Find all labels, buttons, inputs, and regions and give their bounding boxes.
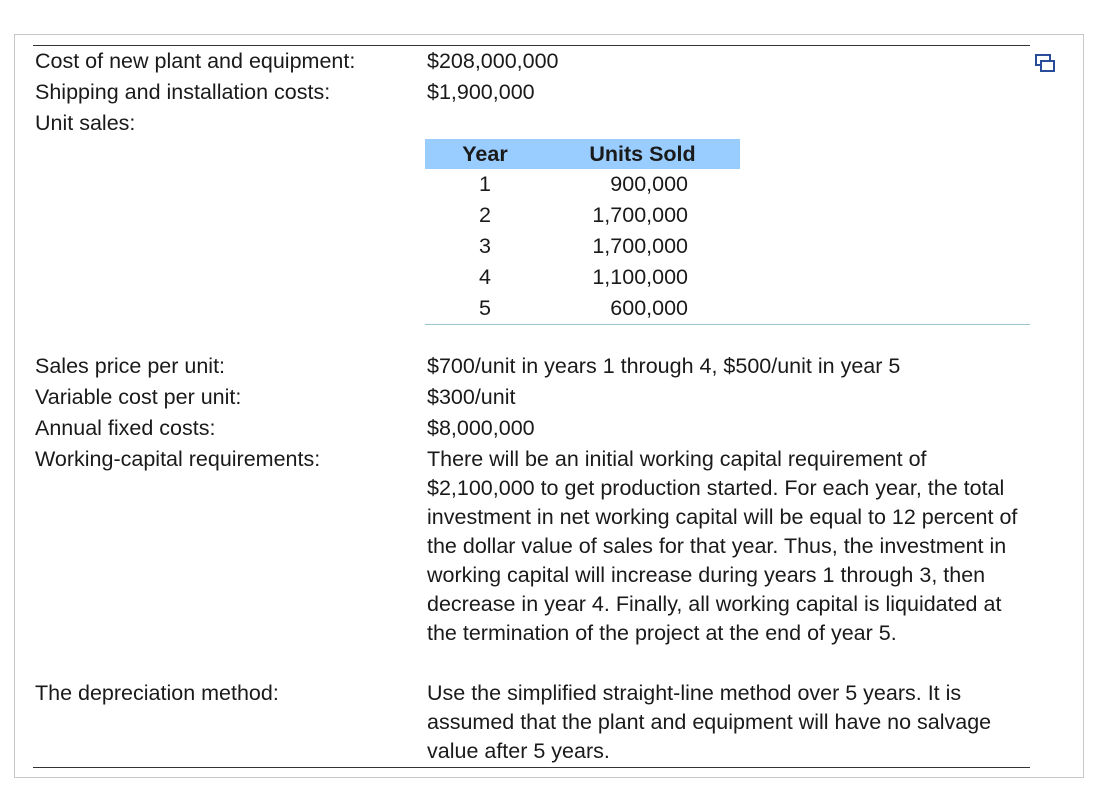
year-header: Year (425, 139, 545, 169)
units-sold-header: Units Sold (545, 139, 740, 169)
year-cell: 3 (479, 234, 491, 258)
year-cell: 1 (479, 172, 491, 196)
sales-price-label: Sales price per unit: (35, 354, 226, 378)
table-row (425, 262, 740, 293)
table-row (425, 169, 740, 200)
units-cell: 900,000 (610, 172, 688, 196)
depreciation-value: Use the simplified straight-line method over 5 years. It is assumed that the plant and equipment will have no salvage value after 5 years. (427, 681, 992, 763)
variable-cost-value: $300/unit (427, 385, 516, 409)
copy-icon[interactable] (1034, 52, 1056, 74)
shipping-value: $1,900,000 (427, 80, 535, 104)
variable-cost-label: Variable cost per unit: (35, 385, 242, 409)
year-cell: 5 (479, 296, 491, 320)
table-row (425, 200, 740, 231)
sales-price-value: $700/unit in years 1 through 4, $500/unit in year 5 (427, 354, 901, 378)
units-sold-table (425, 139, 740, 324)
fixed-costs-value: $8,000,000 (427, 416, 535, 440)
table-underline (425, 324, 1030, 325)
bottom-rule (33, 767, 1030, 768)
depreciation-label: The depreciation method: (35, 681, 279, 705)
units-cell: 1,100,000 (592, 265, 688, 289)
top-rule (33, 45, 1030, 46)
year-cell: 2 (479, 203, 491, 227)
units-cell: 1,700,000 (592, 234, 688, 258)
units-cell: 600,000 (610, 296, 688, 320)
cost-label: Cost of new plant and equipment: (35, 49, 356, 73)
year-cell: 4 (479, 265, 491, 289)
shipping-label: Shipping and installation costs: (35, 80, 331, 104)
units-cell: 1,700,000 (592, 203, 688, 227)
working-capital-label: Working-capital requirements: (35, 447, 321, 471)
table-row (425, 293, 740, 324)
table-header-row (425, 139, 740, 169)
fixed-costs-label: Annual fixed costs: (35, 416, 216, 440)
cost-value: $208,000,000 (427, 49, 559, 73)
working-capital-value: There will be an initial working capital requirement of $2,100,000 to get production started. For each year, the total investment in net working capital will be equal to 12 percent of the dollar value of sales for that year. Thus, the investment in working capital will increase during years 1 through 3, then decrease in year 4. Finally, all working capital is liquidated at the termination of the project at the end of year 5. (427, 447, 1018, 645)
table-row (425, 231, 740, 262)
unit-sales-label: Unit sales: (35, 111, 136, 135)
